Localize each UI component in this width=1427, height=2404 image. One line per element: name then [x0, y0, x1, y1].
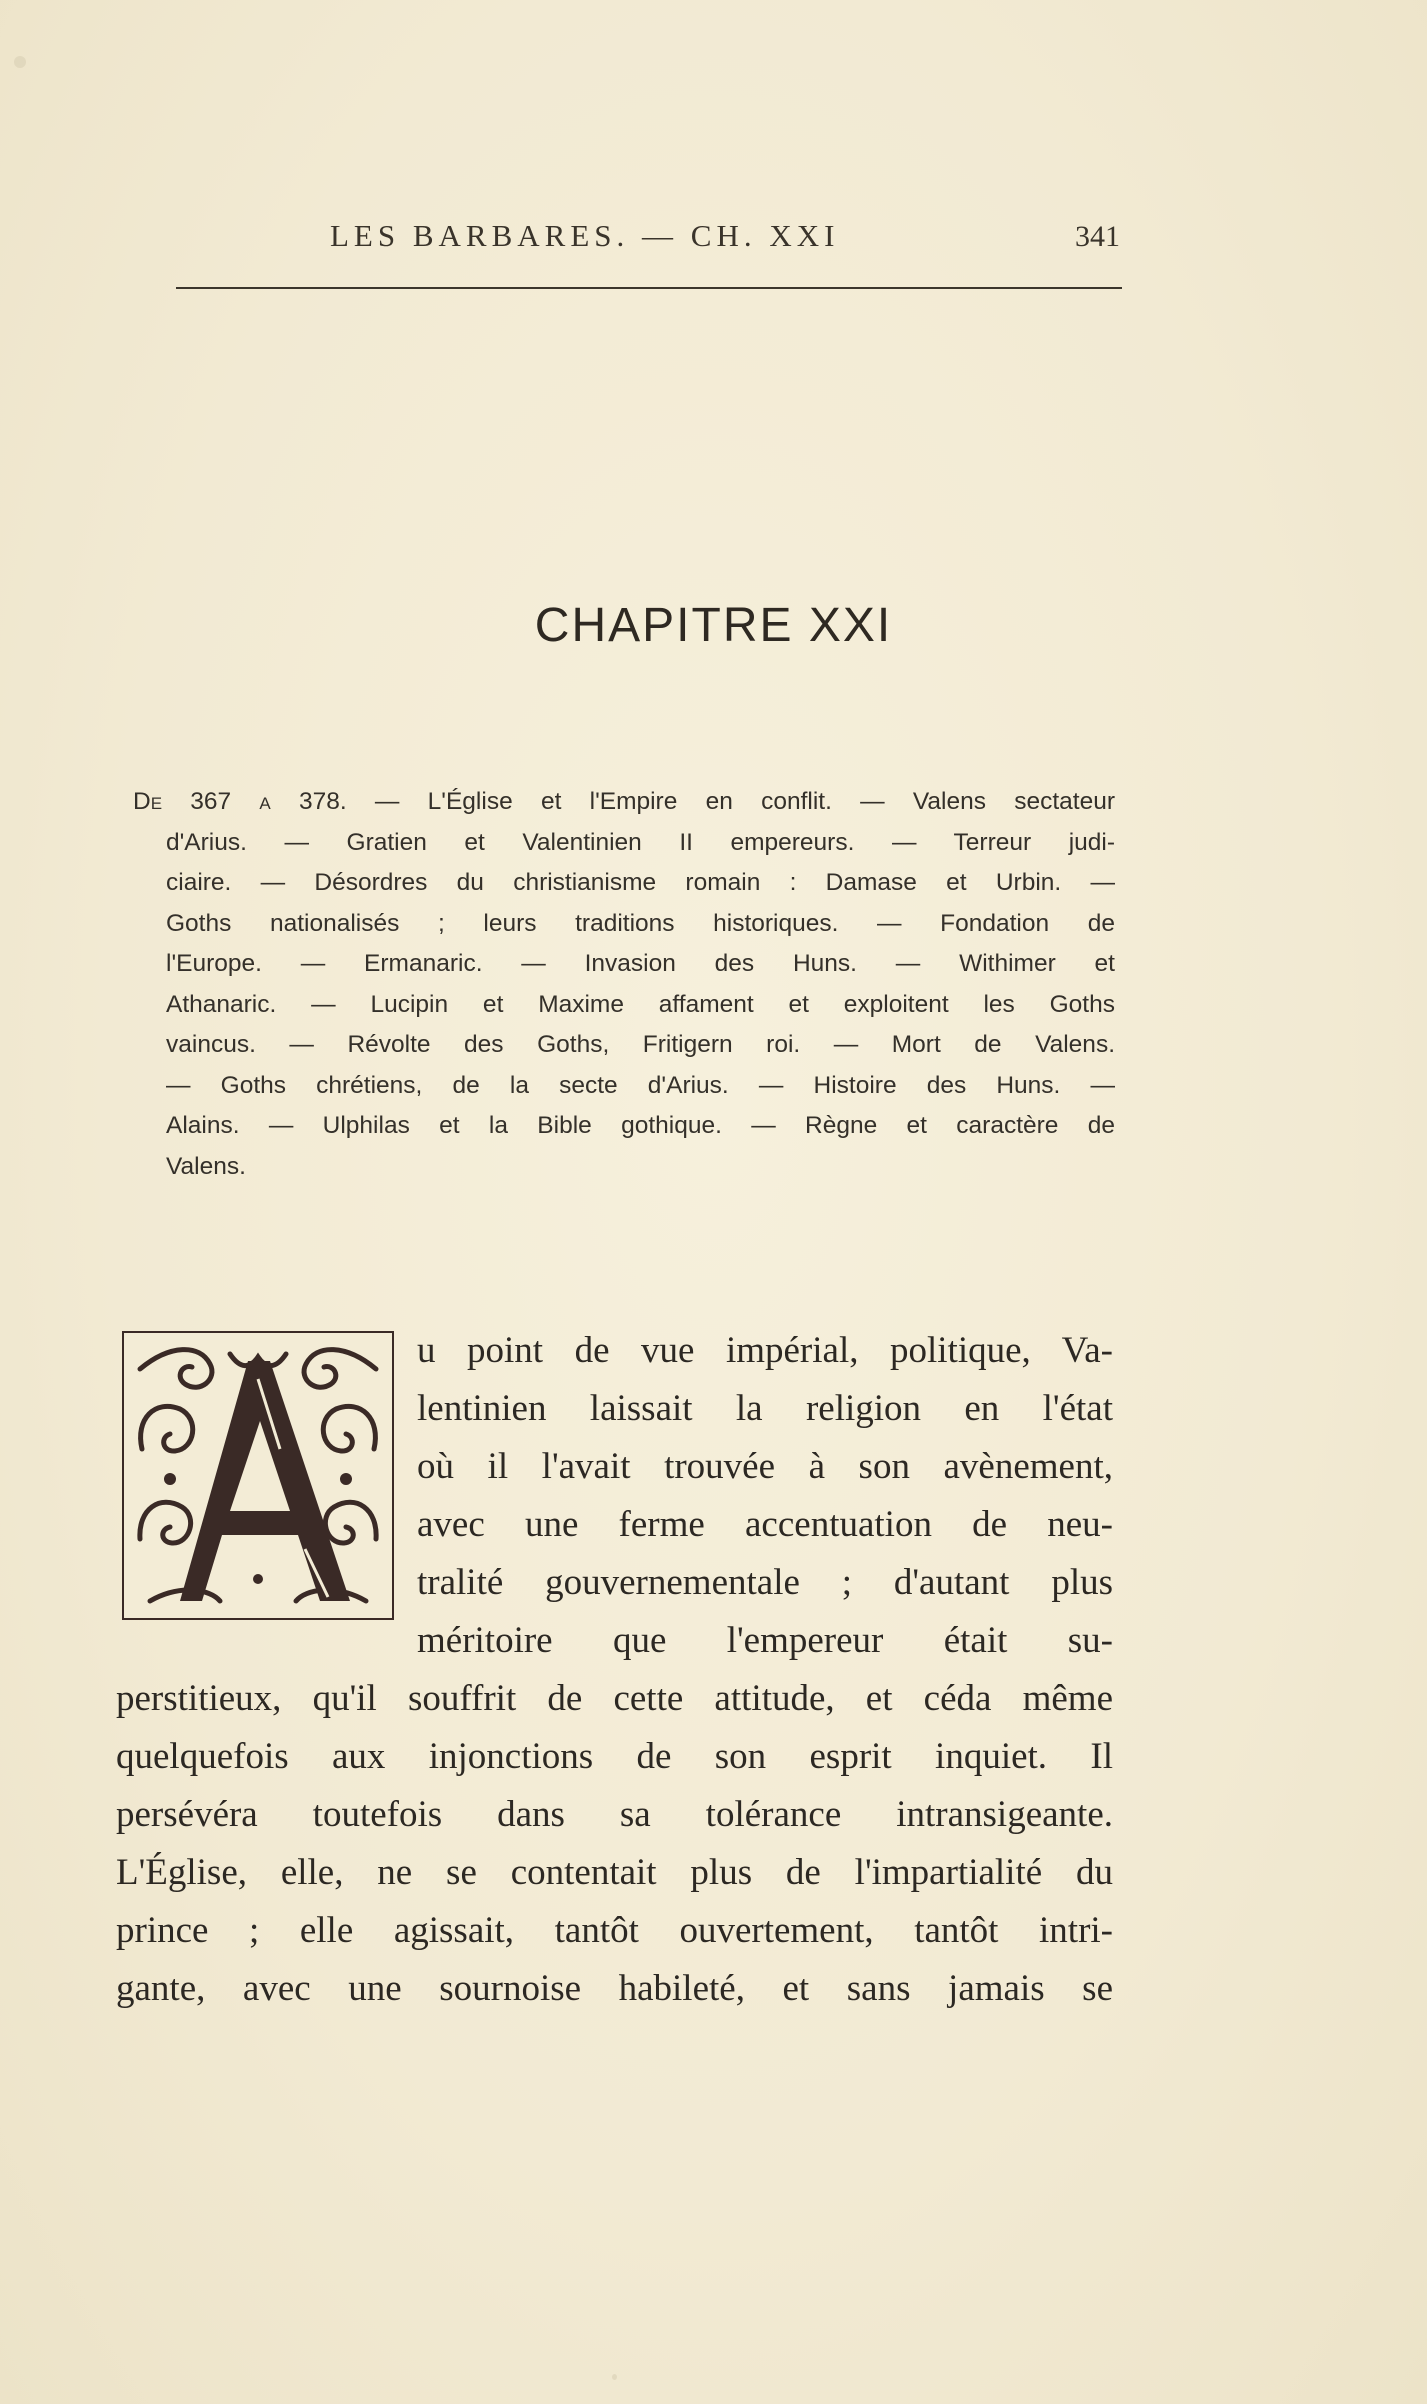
- body-line: perstitieux, qu'il souffrit de cette attitude, et céda même: [116, 1678, 1113, 1719]
- summary-line: l'Europe. — Ermanaric. — Invasion des Huns. — Withimer et: [166, 950, 1115, 977]
- summary-line: ciaire. — Désordres du christianisme romain : Damase et Urbin. —: [166, 869, 1115, 896]
- paper-spot: [612, 2374, 617, 2380]
- page-number: 341: [1075, 220, 1120, 253]
- paper-spot: [14, 56, 26, 68]
- body-line: méritoire que l'empereur était su-: [417, 1620, 1113, 1661]
- summary-line: Valens.: [166, 1152, 246, 1180]
- body-line: persévéra toutefois dans sa tolérance intransigeante.: [116, 1794, 1113, 1835]
- body-line: u point de vue impérial, politique, Va-: [417, 1330, 1113, 1371]
- summary-line: vaincus. — Révolte des Goths, Fritigern roi. — Mort de Valens.: [166, 1031, 1115, 1058]
- summary-line: d'Arius. — Gratien et Valentinien II empereurs. — Terreur judi-: [166, 828, 1115, 856]
- body-line: prince ; elle agissait, tantôt ouvertement, tantôt intri-: [116, 1910, 1113, 1951]
- summary-line: — Goths chrétiens, de la secte d'Arius. — Histoire des Huns. —: [166, 1071, 1115, 1099]
- body-line: L'Église, elle, ne se contentait plus de l'impartialité du: [116, 1852, 1113, 1893]
- summary-line: Alains. — Ulphilas et la Bible gothique. — Règne et caractère de: [166, 1112, 1115, 1139]
- body-line: gante, avec une sournoise habileté, et sans jamais se: [116, 1968, 1113, 2009]
- chapter-title: CHAPITRE XXI: [534, 599, 893, 652]
- body-line: lentinien laissait la religion en l'état: [417, 1388, 1113, 1429]
- summary-dates: De 367 a 378.: [133, 788, 347, 815]
- header-rule: [176, 287, 1122, 289]
- body-line: où il l'avait trouvée à son avènement,: [417, 1446, 1113, 1487]
- chapter-summary: [133, 782, 1115, 1187]
- body-line: tralité gouvernementale ; d'autant plus: [417, 1562, 1113, 1603]
- summary-line: Goths nationalisés ; leurs traditions historiques. — Fondation de: [166, 909, 1115, 937]
- body-line: quelquefois aux injonctions de son esprit inquiet. Il: [116, 1736, 1113, 1777]
- body-line: avec une ferme accentuation de neu-: [417, 1504, 1113, 1545]
- ornamental-letter-a-icon: [122, 1331, 394, 1620]
- summary-line: Athanaric. — Lucipin et Maxime affament et exploitent les Goths: [166, 990, 1115, 1018]
- running-head: LES BARBARES. — CH. XXI: [330, 218, 840, 253]
- summary-line: De 367 a 378. — L'Église et l'Empire en conflit. — Valens sectateur: [133, 788, 1115, 815]
